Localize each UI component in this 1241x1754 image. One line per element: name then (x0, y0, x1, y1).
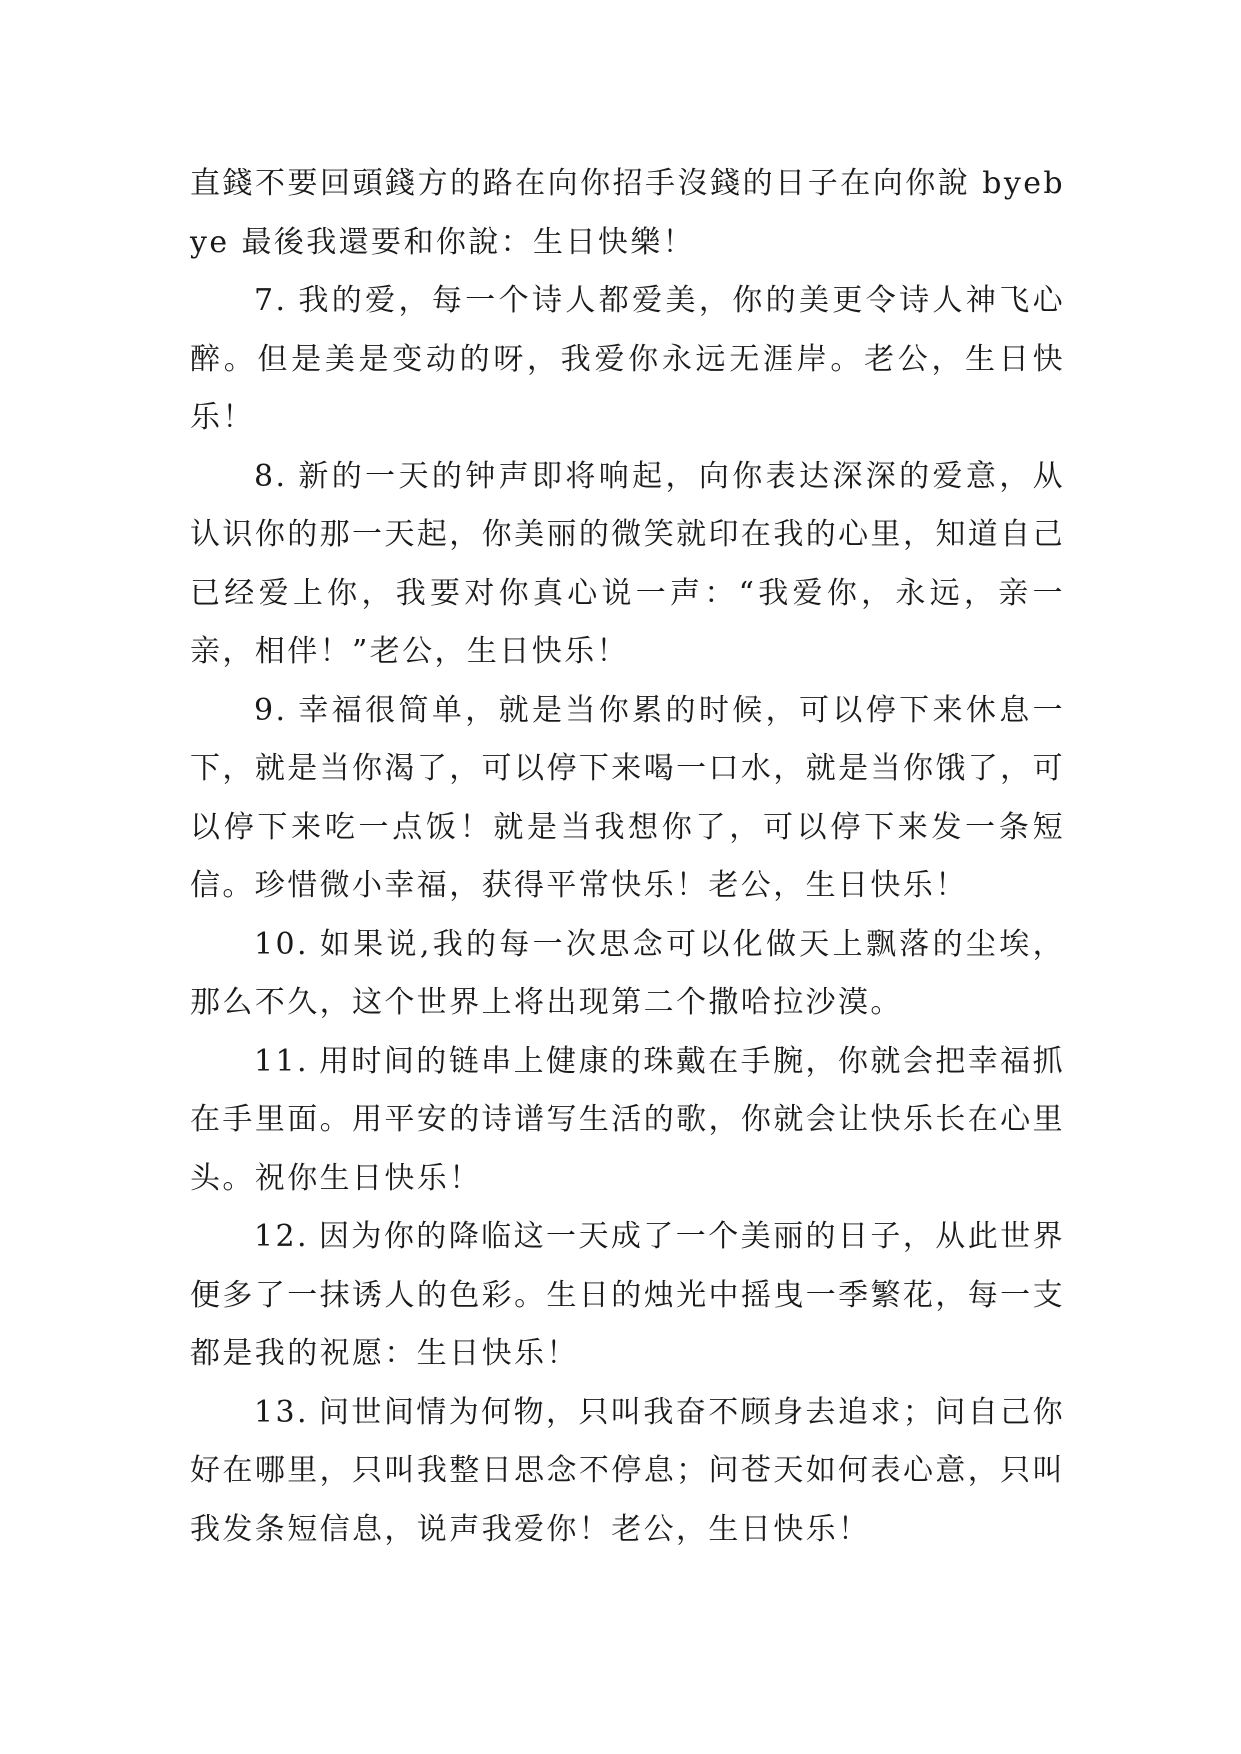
paragraph-text: 用时间的链串上健康的珠戴在手腕，你就会把幸福抓在手里面。用平安的诗谱写生活的歌，你就会让快乐长在心里头。祝你生日快乐！ (190, 1043, 1065, 1196)
paragraph-11 (190, 1033, 1065, 1209)
paragraph-12 (190, 1208, 1065, 1384)
paragraph-7 (190, 272, 1065, 448)
paragraph-13 (190, 1384, 1065, 1560)
paragraph-text: 因为你的降临这一天成了一个美丽的日子，从此世界便多了一抹诱人的色彩。生日的烛光中摇曳一季繁花，每一支都是我的祝愿：生日快乐！ (190, 1219, 1065, 1371)
paragraph-number: 12. (254, 1219, 309, 1254)
paragraph-number: 8. (254, 458, 288, 494)
paragraph-number: 9. (254, 692, 288, 728)
document-body (190, 155, 1065, 1559)
paragraph-text: 问世间情为何物，只叫我奋不顾身去追求；问自己你好在哪里，只叫我整日思念不停息；问苍天如何表心意，只叫我发条短信息，说声我爱你！老公，生日快乐！ (190, 1394, 1065, 1547)
paragraph-number: 10. (254, 926, 309, 962)
paragraph-9 (190, 682, 1065, 916)
paragraph-text: 我的爱，每一个诗人都爱美，你的美更令诗人神飞心醉。但是美是变动的呀，我爱你永远无涯岸。老公，生日快乐！ (190, 283, 1065, 435)
paragraph-number: 11. (254, 1043, 309, 1079)
paragraph-text: 幸福很简单，就是当你累的时候，可以停下来休息一下，就是当你渴了，可以停下来喝一口水，就是当你饿了，可以停下来吃一点饭！就是当我想你了，可以停下来发一条短信。珍惜微小幸福，获得平常快乐！老公，生日快乐！ (190, 692, 1065, 903)
paragraph-number: 13. (254, 1394, 309, 1430)
paragraph-text: 直錢不要回頭錢方的路在向你招手沒錢的日子在向你說 byebye 最後我還要和你說：生日快樂！ (190, 166, 1065, 260)
paragraph-text: 新的一天的钟声即将响起，向你表达深深的爱意，从认识你的那一天起，你美丽的微笑就印在我的心里，知道自己已经爱上你，我要对你真心说一声：“我爱你，永远，亲一亲，相伴！”老公，生日快乐！ (190, 458, 1065, 669)
paragraph-text: 如果说,我的每一次思念可以化做天上飘落的尘埃，那么不久，这个世界上将出现第二个撒哈拉沙漠。 (190, 926, 1065, 1020)
paragraph-8 (190, 448, 1065, 682)
paragraph-number: 7. (254, 283, 288, 318)
paragraph-10 (190, 916, 1065, 1033)
paragraph-continued (190, 155, 1065, 272)
